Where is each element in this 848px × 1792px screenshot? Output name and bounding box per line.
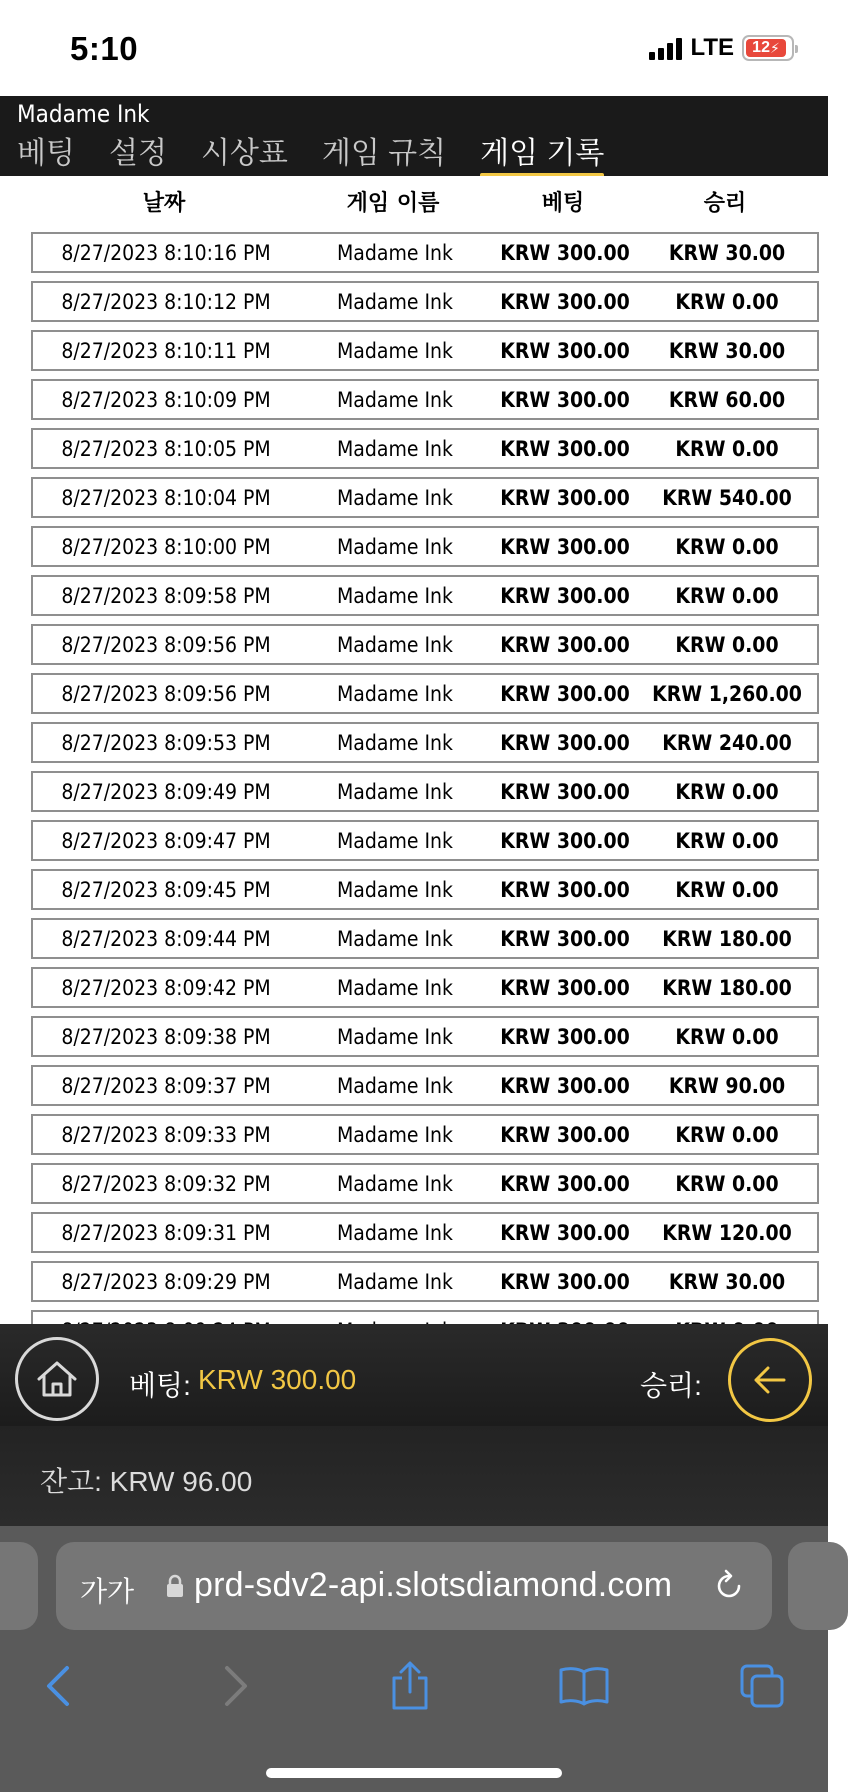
row-bet: KRW 300.00 <box>500 1220 630 1245</box>
home-indicator[interactable] <box>266 1768 562 1778</box>
row-bet: KRW 300.00 <box>500 877 630 902</box>
table-row <box>31 428 819 469</box>
row-date: 8/27/2023 8:09:45 PM <box>61 877 271 902</box>
home-button[interactable] <box>15 1337 99 1421</box>
table-row <box>31 330 819 371</box>
table-row <box>31 1163 819 1204</box>
bet-value: KRW 300.00 <box>198 1364 357 1395</box>
header-date: 날짜 <box>142 191 186 216</box>
row-date: 8/27/2023 8:09:32 PM <box>61 1171 271 1196</box>
row-game-name: Madame Ink <box>337 877 453 902</box>
row-win: KRW 120.00 <box>662 1220 792 1245</box>
row-bet: KRW 300.00 <box>500 632 630 657</box>
row-date: 8/27/2023 8:09:58 PM <box>61 583 271 608</box>
row-win: KRW 30.00 <box>668 240 786 265</box>
next-tab-preview[interactable] <box>788 1542 848 1630</box>
row-game-name: Madame Ink <box>337 338 453 363</box>
row-game-name: Madame Ink <box>337 1171 453 1196</box>
book-icon <box>558 1664 610 1708</box>
home-icon <box>33 1355 81 1403</box>
game-bar <box>0 1324 828 1426</box>
row-win: KRW 30.00 <box>668 338 786 363</box>
row-game-name: Madame Ink <box>337 1024 453 1049</box>
row-bet: KRW 300.00 <box>500 338 630 363</box>
row-date: 8/27/2023 8:09:33 PM <box>61 1122 271 1147</box>
table-row <box>31 526 819 567</box>
status-bar <box>0 0 828 96</box>
network-label: LTE <box>690 34 734 61</box>
row-bet: KRW 300.00 <box>500 828 630 853</box>
lock-icon <box>166 1574 184 1598</box>
row-game-name: Madame Ink <box>337 730 453 755</box>
win-label: 승리: <box>640 1370 702 1401</box>
row-win: KRW 60.00 <box>668 387 786 412</box>
share-icon <box>388 1660 432 1712</box>
game-title: Madame Ink <box>17 100 150 128</box>
browser-forward-button[interactable] <box>206 1656 266 1716</box>
table-row <box>31 673 819 714</box>
chevron-right-icon <box>221 1664 251 1708</box>
row-game-name: Madame Ink <box>337 534 453 559</box>
status-time: 5:10 <box>70 30 139 67</box>
arrow-left-icon <box>748 1358 792 1402</box>
previous-tab-preview[interactable] <box>0 1542 38 1630</box>
row-game-name: Madame Ink <box>337 1122 453 1147</box>
row-bet: KRW 300.00 <box>500 485 630 510</box>
signal-icon <box>649 36 682 60</box>
table-row <box>31 1016 819 1057</box>
row-win: KRW 0.00 <box>675 289 779 314</box>
row-win: KRW 0.00 <box>675 534 779 559</box>
row-date: 8/27/2023 8:09:49 PM <box>61 779 271 804</box>
table-row <box>31 722 819 763</box>
row-bet: KRW 300.00 <box>500 534 630 559</box>
row-game-name: Madame Ink <box>337 436 453 461</box>
table-rows <box>31 232 819 1359</box>
history-table[interactable] <box>0 176 828 1324</box>
row-game-name: Madame Ink <box>337 681 453 706</box>
row-game-name: Madame Ink <box>337 975 453 1000</box>
table-row <box>31 1261 819 1302</box>
row-bet: KRW 300.00 <box>500 1122 630 1147</box>
bookmarks-button[interactable] <box>554 1656 614 1716</box>
battery-percent: 12 <box>752 39 770 56</box>
row-date: 8/27/2023 8:09:56 PM <box>61 632 271 657</box>
row-date: 8/27/2023 8:09:47 PM <box>61 828 271 853</box>
row-date: 8/27/2023 8:09:56 PM <box>61 681 271 706</box>
row-game-name: Madame Ink <box>337 1073 453 1098</box>
row-game-name: Madame Ink <box>337 1220 453 1245</box>
tabs-button[interactable] <box>732 1656 792 1716</box>
row-game-name: Madame Ink <box>337 387 453 412</box>
row-date: 8/27/2023 8:09:42 PM <box>61 975 271 1000</box>
table-row <box>31 1212 819 1253</box>
table-row <box>31 624 819 665</box>
row-win: KRW 540.00 <box>662 485 792 510</box>
tab-game-rules[interactable]: 게임 규칙 <box>321 137 447 170</box>
table-row <box>31 575 819 616</box>
row-bet: KRW 300.00 <box>500 1024 630 1049</box>
table-row <box>31 1065 819 1106</box>
row-game-name: Madame Ink <box>337 485 453 510</box>
table-row <box>31 918 819 959</box>
tab-settings[interactable]: 설정 <box>108 137 167 170</box>
header-win: 승리 <box>703 191 747 216</box>
back-button[interactable] <box>728 1338 812 1422</box>
row-bet: KRW 300.00 <box>500 240 630 265</box>
tab-bar <box>17 136 638 176</box>
row-game-name: Madame Ink <box>337 583 453 608</box>
header-game-name: 게임 이름 <box>346 191 440 216</box>
row-bet: KRW 300.00 <box>500 681 630 706</box>
row-date: 8/27/2023 8:10:11 PM <box>61 338 271 363</box>
row-win: KRW 0.00 <box>675 436 779 461</box>
row-bet: KRW 300.00 <box>500 975 630 1000</box>
chevron-left-icon <box>43 1664 73 1708</box>
row-game-name: Madame Ink <box>337 828 453 853</box>
row-win: KRW 0.00 <box>675 779 779 804</box>
row-win: KRW 1,260.00 <box>652 681 802 706</box>
row-date: 8/27/2023 8:09:31 PM <box>61 1220 271 1245</box>
row-game-name: Madame Ink <box>337 779 453 804</box>
status-indicators <box>649 34 794 62</box>
row-bet: KRW 300.00 <box>500 1269 630 1294</box>
row-win: KRW 180.00 <box>662 926 792 951</box>
row-game-name: Madame Ink <box>337 632 453 657</box>
table-row <box>31 232 819 273</box>
game-header <box>0 96 828 176</box>
table-header <box>31 186 817 226</box>
browser-back-button[interactable] <box>28 1656 88 1716</box>
table-row <box>31 967 819 1008</box>
row-date: 8/27/2023 8:10:04 PM <box>61 485 271 510</box>
row-win: KRW 180.00 <box>662 975 792 1000</box>
browser-nav <box>0 1656 828 1736</box>
table-row <box>31 379 819 420</box>
table-row <box>31 477 819 518</box>
row-win: KRW 0.00 <box>675 632 779 657</box>
row-win: KRW 0.00 <box>675 1122 779 1147</box>
row-date: 8/27/2023 8:09:29 PM <box>61 1269 271 1294</box>
row-game-name: Madame Ink <box>337 926 453 951</box>
address-bar[interactable] <box>56 1542 772 1630</box>
tab-betting[interactable]: 베팅 <box>17 137 75 170</box>
table-row <box>31 771 819 812</box>
balance-value: 잔고: KRW 96.00 <box>40 1466 253 1497</box>
row-win: KRW 0.00 <box>675 877 779 902</box>
row-bet: KRW 300.00 <box>500 436 630 461</box>
row-date: 8/27/2023 8:09:44 PM <box>61 926 271 951</box>
tabs-icon <box>738 1662 786 1710</box>
table-row <box>31 281 819 322</box>
row-date: 8/27/2023 8:10:00 PM <box>61 534 271 559</box>
row-win: KRW 0.00 <box>675 583 779 608</box>
battery-level: 12 ⚡ <box>746 39 786 57</box>
row-win: KRW 0.00 <box>675 1171 779 1196</box>
row-win: KRW 30.00 <box>668 1269 786 1294</box>
row-bet: KRW 300.00 <box>500 289 630 314</box>
url-text: prd-sdv2-api.slotsdiamond.com <box>194 1566 673 1604</box>
balance-bar <box>0 1426 828 1526</box>
row-bet: KRW 300.00 <box>500 1073 630 1098</box>
row-date: 8/27/2023 8:09:37 PM <box>61 1073 271 1098</box>
row-date: 8/27/2023 8:10:09 PM <box>61 387 271 412</box>
row-bet: KRW 300.00 <box>500 1171 630 1196</box>
table-row <box>31 1114 819 1155</box>
tab-game-history[interactable]: 게임 기록 <box>480 136 604 176</box>
row-game-name: Madame Ink <box>337 289 453 314</box>
row-win: KRW 90.00 <box>668 1073 786 1098</box>
row-bet: KRW 300.00 <box>500 387 630 412</box>
row-date: 8/27/2023 8:10:05 PM <box>61 436 271 461</box>
row-date: 8/27/2023 8:10:16 PM <box>61 240 271 265</box>
tab-paytable[interactable]: 시상표 <box>200 137 288 170</box>
reader-options-button[interactable]: 가가 <box>80 1576 135 1607</box>
row-bet: KRW 300.00 <box>500 779 630 804</box>
battery-icon <box>742 35 794 61</box>
row-bet: KRW 300.00 <box>500 583 630 608</box>
row-date: 8/27/2023 8:09:38 PM <box>61 1024 271 1049</box>
row-win: KRW 240.00 <box>662 730 792 755</box>
row-date: 8/27/2023 8:09:53 PM <box>61 730 271 755</box>
row-win: KRW 0.00 <box>675 1024 779 1049</box>
bet-label: 베팅: <box>129 1370 191 1401</box>
browser-toolbar <box>0 1526 828 1792</box>
row-bet: KRW 300.00 <box>500 926 630 951</box>
reload-icon[interactable] <box>711 1568 747 1604</box>
row-game-name: Madame Ink <box>337 1269 453 1294</box>
row-game-name: Madame Ink <box>337 240 453 265</box>
share-button[interactable] <box>380 1656 440 1716</box>
header-bet: 베팅 <box>541 191 585 216</box>
row-date: 8/27/2023 8:10:12 PM <box>61 289 271 314</box>
table-row <box>31 869 819 910</box>
row-bet: KRW 300.00 <box>500 730 630 755</box>
table-row <box>31 820 819 861</box>
row-win: KRW 0.00 <box>675 828 779 853</box>
